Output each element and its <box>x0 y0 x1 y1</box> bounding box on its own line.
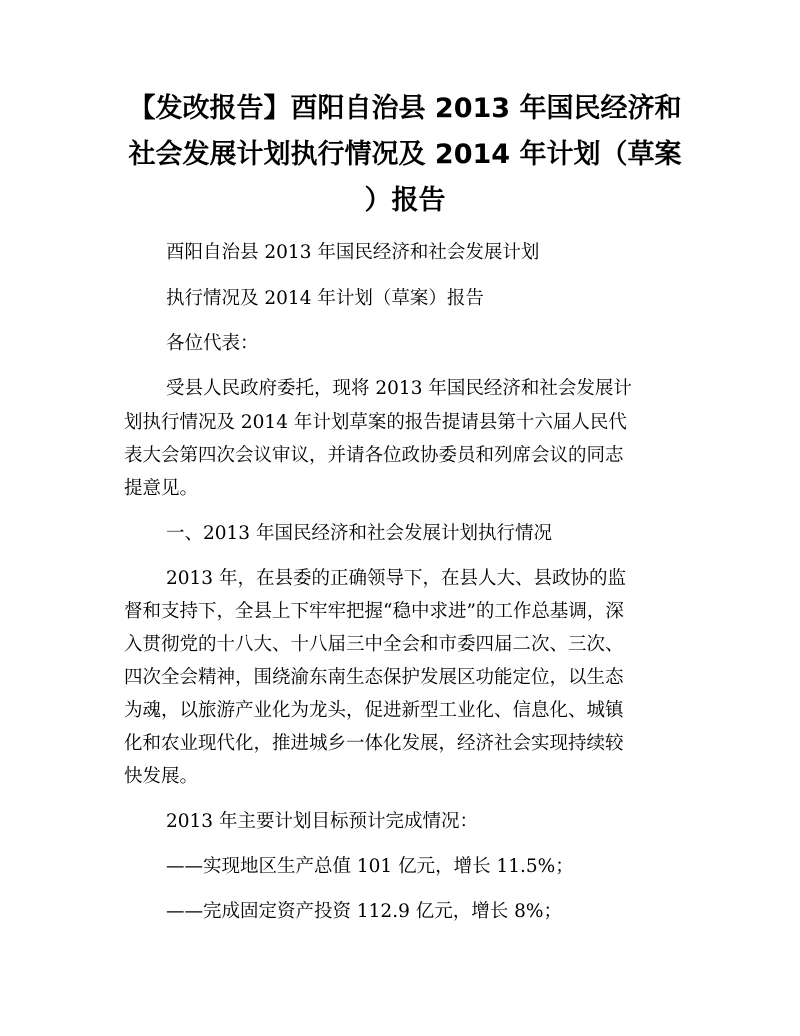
salutation: 各位代表： <box>166 333 259 354</box>
section-para-line: 化和农业现代化，推进城乡一体化发展，经济社会实现持续较 <box>124 733 624 754</box>
section-para-line: 入贯彻党的十八大、十八届三中全会和市委四届二次、三次、 <box>124 634 624 655</box>
section-para-line: 为魂，以旅游产业化为龙头，促进新型工业化、信息化、城镇 <box>124 700 624 721</box>
section-para-line: 督和支持下，全县上下牢牢把握“稳中求进”的工作总基调，深 <box>124 601 624 622</box>
intro-line: 受县人民政府委托，现将 2013 年国民经济和社会发展计 <box>166 378 632 399</box>
target-item: ——完成固定资产投资 112.9 亿元，增长 8%； <box>166 901 562 922</box>
targets-heading: 2013 年主要计划目标预计完成情况： <box>166 811 478 832</box>
intro-line: 划执行情况及 2014 年计划草案的报告提请县第十六届人民代 <box>124 412 627 433</box>
intro-line: 表大会第四次会议审议，并请各位政协委员和列席会议的同志 <box>124 445 624 466</box>
section-para-line: 四次全会精神，围绕渝东南生态保护发展区功能定位，以生态 <box>124 667 624 688</box>
doc-title-line-1: 酉阳自治县 2013 年国民经济和社会发展计划 <box>166 242 540 263</box>
target-item: ——实现地区生产总值 101 亿元，增长 11.5%； <box>166 856 574 877</box>
doc-title-line-2: 执行情况及 2014 年计划（草案）报告 <box>166 288 484 309</box>
section-para-line: 快发展。 <box>124 766 199 787</box>
heading-line-2: 社会发展计划执行情况及 2014 年计划（草案 <box>128 139 682 170</box>
intro-line: 提意见。 <box>124 478 199 499</box>
section-heading: 一、2013 年国民经济和社会发展计划执行情况 <box>166 523 552 544</box>
section-para-line: 2013 年，在县委的正确领导下，在县人大、县政协的监 <box>166 568 626 589</box>
heading-line-3: ）报告 <box>364 185 446 216</box>
document-heading <box>95 86 715 224</box>
heading-line-1: 【发改报告】酉阳自治县 2013 年国民经济和 <box>128 93 682 124</box>
